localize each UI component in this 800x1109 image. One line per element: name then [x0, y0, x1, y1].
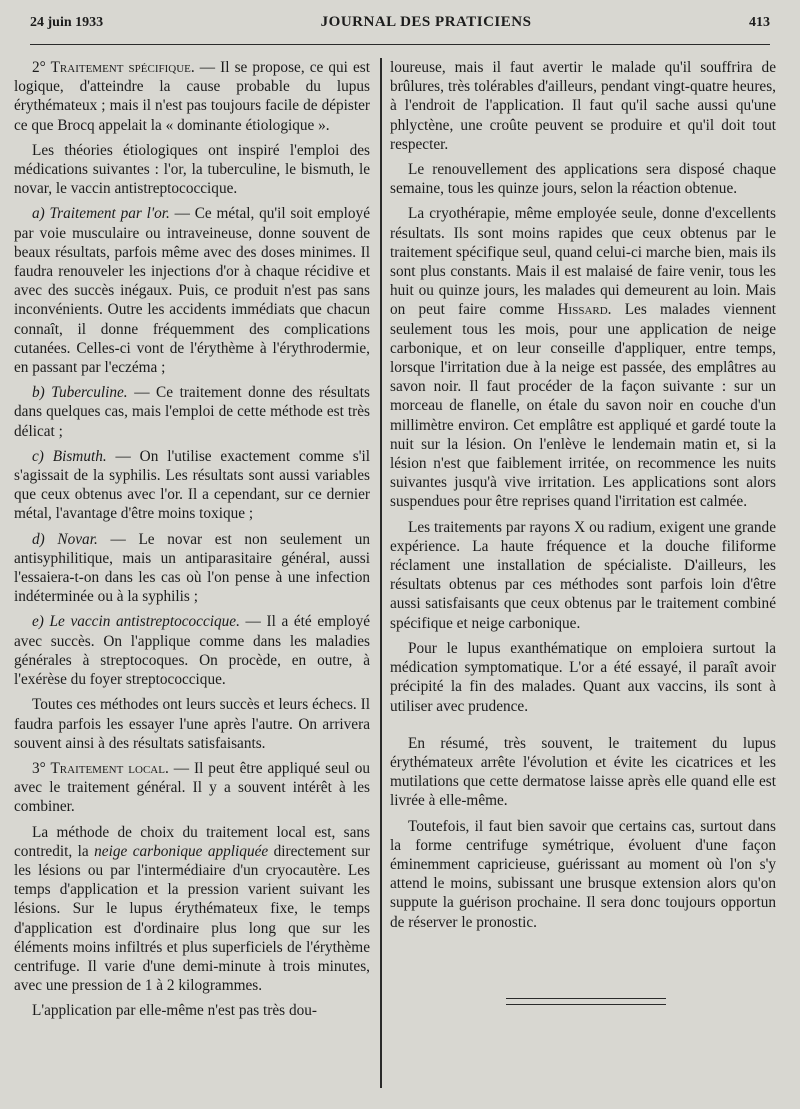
paragraph-text: — Il peut être appliqué seul ou avec le traitement général. Il y a souvent intérêt à les combiner. [14, 759, 371, 816]
paragraph [390, 204, 776, 511]
author-name: Hissard [557, 301, 608, 319]
paragraph [14, 58, 370, 135]
paragraph-text: — Ce métal, qu'il soit employé par voie musculaire ou intraveineuse, donne souvent de beaux résultats, parfois même avec des doses minimes. Il faudra renouveler les injections d'or à chaque récidive et avec des succès inégaux. Puis, ce produit n'est pas sans inconvénients. Outre les accidents immédiats que chacun connaît, il donne fréquemment des complications cutanées. Celles-ci vont de l'érythème à l'érythrodermie, en passant par l'eczéma ; [14, 205, 370, 377]
end-of-article-rule [506, 998, 666, 1005]
paragraph [14, 204, 370, 377]
paragraph: Pour le lupus exanthématique on emploiera surtout la médication symptomatique. L'or a été essayé, il paraît avoir précipité la fin des malades. Quant aux vaccins, ils sont à utiliser avec prudence. [390, 639, 776, 715]
paragraph: Les théories étiologiques ont inspiré l'emploi des médications suivantes : l'or, la tuberculine, le bismuth, le novar, le vaccin antistreptococcique. [14, 141, 370, 198]
spacer [390, 722, 776, 734]
paragraph [14, 823, 370, 996]
paragraph: En résumé, très souvent, le traitement du lupus érythémateux arrête l'évolution et évite les cicatrices et les mutilations que cette dermatose laisse après elle quand elle est livrée à elle-même. [390, 734, 776, 810]
paragraph: Le renouvellement des applications sera disposé chaque semaine, tous les quinze jours, selon la réaction obtenue. [390, 161, 776, 198]
paragraph: loureuse, mais il faut avertir le malade qu'il souffrira de brûlures, très tolérables d'ailleurs, pendant vingt-quatre heures, à l'endroit de l'application. Il faut qu'il sache aussi qu'une phlyctène, une croûte peuvent se produire et qu'il doit tout respecter. [390, 59, 776, 153]
paragraph-text: — Le novar est non seulement un antisyphilitique, mais un antiparasitaire général, aussi l'essaiera-t-on dans les cas où l'on pense à une infection indéterminée ou à la syphilis ; [14, 530, 371, 606]
paragraph-text: — Ce traitement donne des résultats dans quelques cas, mais l'emploi de cette méthode est très délicat ; [14, 384, 371, 440]
header-date: 24 juin 1933 [30, 15, 104, 30]
column-divider [380, 58, 382, 1088]
paragraph-text: — Il a été employé avec succès. On l'applique comme dans les maladies générales à streptocoques. On procède, en outre, à l'exérèse du foyer streptococcique. [14, 613, 371, 689]
subsection-heading: c) Bismuth. [32, 447, 107, 465]
running-header [30, 14, 770, 45]
left-column [14, 58, 370, 1027]
emphasis: neige carbonique appliquée [94, 842, 269, 860]
paragraph-text: directement sur les lésions ou par l'intermédiaire d'un cryocautère. Les temps d'application et la pression varient suivant les lésions. Sur le lupus érythémateux fixe, le temps d'application est d'ordinaire plus long que sur les éléments moins infiltrés et plus superficiels de l'érythème centrifuge. Il varie d'une demi-minute à trois minutes, avec une pression de 1 à 2 kilogrammes. [14, 842, 370, 995]
paragraph [14, 383, 370, 441]
paragraph: L'application par elle-même n'est pas très dou- [32, 1002, 318, 1020]
subsection-heading: e) Le vaccin antistreptococcique. [32, 613, 240, 631]
section-heading: 2° Traitement spécifique. [32, 59, 195, 76]
paragraph [14, 612, 370, 689]
right-column [390, 58, 776, 938]
paragraph [14, 530, 370, 607]
subsection-heading: b) Tuberculine. [32, 384, 128, 402]
paragraph: Les traitements par rayons X ou radium, exigent une grande expérience. La haute fréquence et la douche filiforme réclament une installation de spécialiste. D'ailleurs, les résultats obtenus par ces méthodes sont parfois loin d'être aussi satisfaisants que ceux obtenus par le traitement combiné spécifique et neige carbonique. [390, 518, 776, 632]
paragraph-text: La méthode de choix du traitement local est, sans contredit, la [14, 823, 370, 860]
subsection-heading: d) Novar. [32, 530, 98, 548]
paragraph-text: La cryothérapie, même employée seule, donne d'excellents résultats. Ils sont moins rapides que ceux obtenus par le traitement spécifique seul, quand celui-ci marche bien, mais ils sont plus constants. Mais il est malaisé de faire venir, tous les huit ou quinze jours, les malades qui demeurent au loin. Mais on peut faire comme [390, 205, 776, 319]
paragraph-text: — Il se propose, ce qui est logique, d'atteindre la cause probable du lupus érythémateux ; mais il n'est pas toujours facile de dépister ce que Brocq appelait la « dominante étiologique ». [14, 59, 370, 134]
page-number: 413 [748, 15, 770, 30]
journal-title: JOURNAL DES PRATICIENS [320, 14, 532, 30]
paragraph-text: — On l'utilise exactement comme s'il s'agissait de la syphilis. Les résultats sont aussi variables que ceux obtenus avec l'or. Il a cependant, sur ce dernier métal, l'avantage d'être moins toxique ; [14, 447, 370, 523]
paragraph: Toutefois, il faut bien savoir que certains cas, surtout dans la forme centrifuge symétrique, évoluent d'une façon éminemment capricieuse, guérissant au moment où l'on s'y attend le moins, subissant une brusque extension alors qu'on suppute la guérison prochaine. Il sera donc toujours opportun de réserver le pronostic. [390, 817, 776, 931]
section-heading: 3° Traitement local. [32, 759, 169, 777]
paragraph-text: . Les malades viennent seulement tous les mois, pour une application de neige carbonique, et on leur conseille d'appliquer, entre temps, lorsque l'irritation due à la neige est passée, des emplâtres au savon noir. Il faut procéder de la façon suivante : sur un morceau de flanelle, on étale du savon noir en couche d'un millimètre environ. Cet emplâtre est appliqué et gardé toute la nuit sur la lésion. On l'enlève le lendemain matin et, si la lésion n'est que faiblement irritée, on recommence les nuits suivantes jusqu'à vive irritation. Les applications sont alors suspendues pour être reprises quand l'irritation est calmée. [390, 301, 776, 511]
paragraph [14, 759, 370, 817]
paragraph: Toutes ces méthodes ont leurs succès et leurs échecs. Il faudra parfois les essayer l'une après l'autre. On arrivera souvent ainsi à des résultats satisfaisants. [14, 696, 370, 752]
paragraph [14, 447, 370, 524]
subsection-heading: a) Traitement par l'or. [32, 205, 170, 223]
